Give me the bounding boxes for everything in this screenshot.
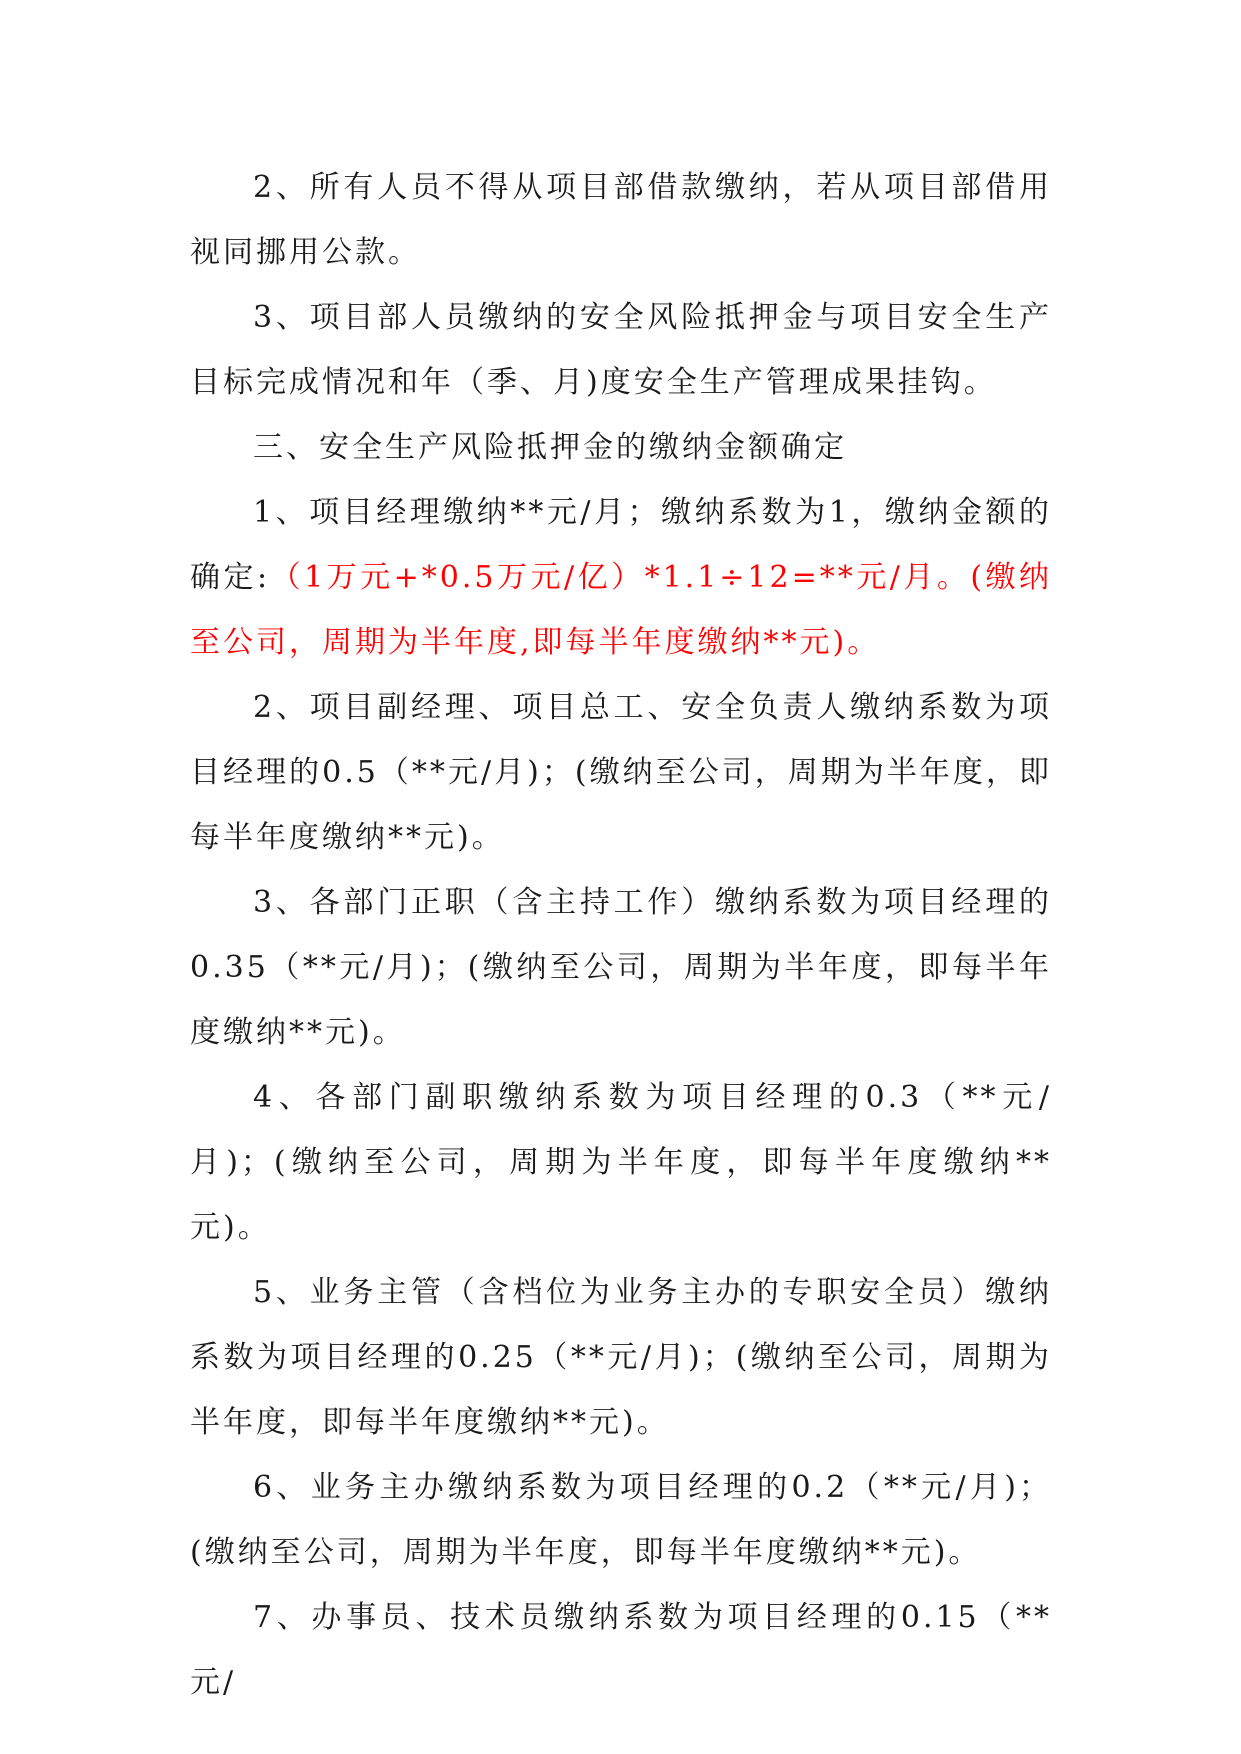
paragraph-business-supervisor (190, 1260, 1052, 1455)
heading-text: 三、安全生产风险抵押金的缴纳金额确定 (253, 430, 847, 465)
paragraph-department-deputy (190, 1065, 1052, 1260)
paragraph-business-officer (190, 1455, 1052, 1585)
paragraph-linkage-rule (190, 285, 1052, 415)
paragraph-text: 2、所有人员不得从项目部借款缴纳，若从项目部借用视同挪用公款。 (190, 170, 1052, 270)
paragraph-text: 1、项目经理缴纳**元/月；缴纳系数为1，缴纳金额的确定: (190, 495, 1052, 595)
paragraph-borrowing-rule (190, 155, 1052, 285)
document-body (190, 155, 1052, 1715)
paragraph-text: 3、各部门正职（含主持工作）缴纳系数为项目经理的0.35（**元/月)；(缴纳至公司，周期为半年度，即每半年度缴纳**元)。 (190, 885, 1052, 1050)
paragraph-project-manager (190, 480, 1052, 675)
paragraph-text: 3、项目部人员缴纳的安全风险抵押金与项目安全生产目标完成情况和年（季、月)度安全生产管理成果挂钩。 (190, 300, 1052, 400)
paragraph-text: 4、各部门副职缴纳系数为项目经理的0.3（**元/月)；(缴纳至公司，周期为半年度，即每半年度缴纳**元)。 (190, 1080, 1052, 1245)
paragraph-clerk-technician (190, 1585, 1052, 1715)
paragraph-text: 6、业务主办缴纳系数为项目经理的0.2（**元/月)；(缴纳至公司，周期为半年度，即每半年度缴纳**元)。 (190, 1470, 1052, 1570)
paragraph-deputy-manager (190, 675, 1052, 870)
paragraph-text: 7、办事员、技术员缴纳系数为项目经理的0.15（**元/ (190, 1600, 1052, 1700)
highlighted-formula-text: （1万元+*0.5万元/亿）*1.1÷12=**元/月。(缴纳至公司，周期为半年度,即每半年度缴纳**元)。 (190, 560, 1053, 660)
section-heading (190, 415, 1052, 480)
paragraph-text: 5、业务主管（含档位为业务主办的专职安全员）缴纳系数为项目经理的0.25（**元/月)；(缴纳至公司，周期为半年度，即每半年度缴纳**元)。 (190, 1275, 1052, 1440)
paragraph-department-head (190, 870, 1052, 1065)
paragraph-text: 2、项目副经理、项目总工、安全负责人缴纳系数为项目经理的0.5（**元/月)；(缴纳至公司，周期为半年度，即每半年度缴纳**元)。 (190, 690, 1052, 855)
